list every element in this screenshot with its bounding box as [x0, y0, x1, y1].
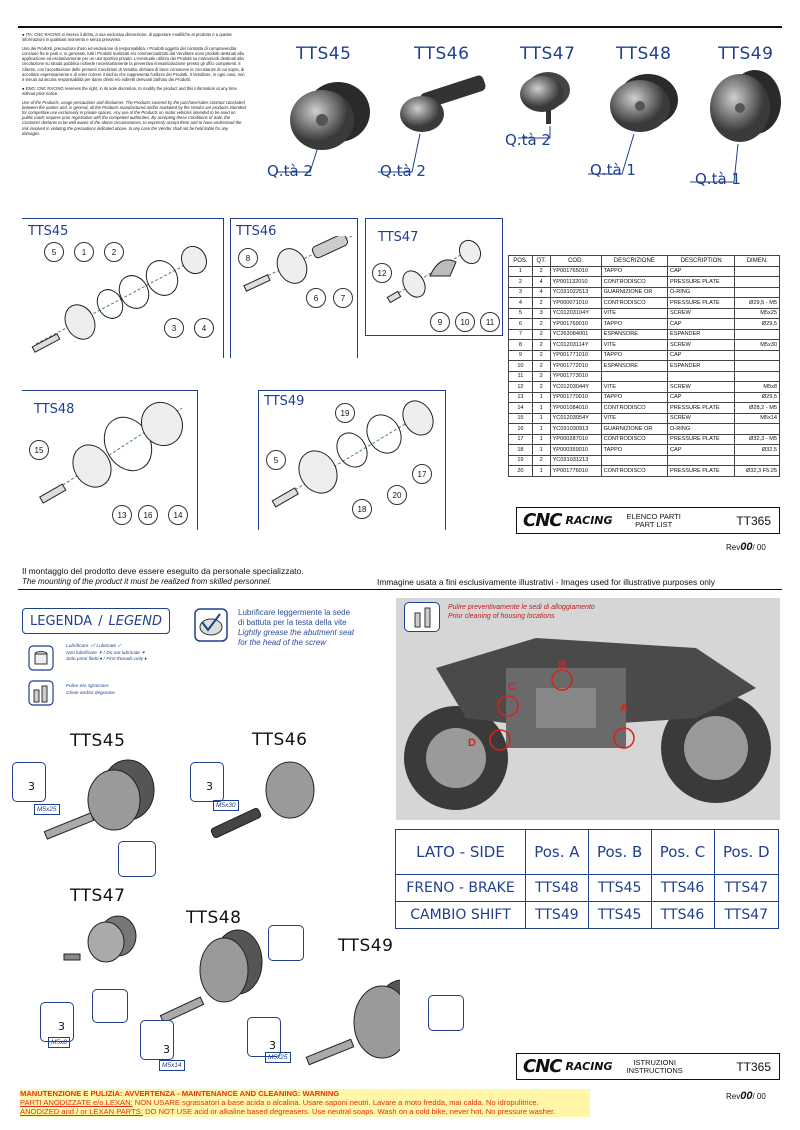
cell-dimen [735, 266, 780, 277]
cell-cod: YP001776010 [550, 466, 601, 477]
cell-descrizione: TAPPO [601, 350, 667, 361]
cell-dimen: Ø32,5 [735, 445, 780, 456]
qty-tts49: Q.tà 1 [695, 170, 741, 188]
product-title-tts46: TTS46 [414, 44, 470, 64]
parts-row [509, 466, 780, 477]
parts-row [509, 277, 780, 288]
product-title-tts45: TTS45 [296, 44, 352, 64]
cell-dimen: Ø28,2 - M5 [735, 403, 780, 414]
cell-pos: 10 [509, 361, 533, 372]
grease-seat-icon [194, 608, 228, 642]
cell-qt: 1 [532, 413, 550, 424]
cell-descrizione: ESPANSORE [601, 361, 667, 372]
cell-cod: YP001769010 [550, 319, 601, 330]
grease-en-1: Lightly grease the abutment seat [238, 628, 355, 637]
product-title-tts47: TTS47 [520, 44, 576, 64]
side-table-header [396, 830, 779, 875]
cell-cod: YC031022513 [550, 287, 601, 298]
cell-descrizione: ESPANSORE [601, 329, 667, 340]
maintenance-en-text: DO NOT USE acid or alkaline based degreasers. Use neutral soaps. Wash on a cold bike, never hot. No pressure washer. [142, 1107, 556, 1117]
parts-row [509, 371, 780, 382]
callout-tts47-10: 10 [455, 312, 475, 332]
tts49-photo [710, 70, 781, 142]
cell-dimen [735, 424, 780, 435]
grease-note [238, 608, 354, 648]
screw-size-tts45: M5x25 [34, 804, 60, 815]
callout-tts47-12: 12 [372, 263, 392, 283]
legend-title-box [22, 608, 170, 634]
cell-cod: YP001132010 [550, 277, 601, 288]
cell-pos: 12 [509, 382, 533, 393]
cell-qt: 1 [532, 424, 550, 435]
doc-title-bottom [627, 1059, 683, 1075]
disclaimer-it-head: ITA: CNC RACING si riserva il diritto, a sua esclusiva discrezione, di apportare modifiche al prodotto e a queste informazioni in qualsiasi momento e senza preavviso. [22, 32, 232, 43]
parts-row [509, 266, 780, 277]
cell-dimen [735, 329, 780, 340]
cell-pos: 15 [509, 413, 533, 424]
col-qt: QT. [532, 256, 550, 267]
cell-dimen: M5x25 [735, 308, 780, 319]
exploded-drawings-bottom [22, 400, 452, 525]
cell-qt: 3 [532, 308, 550, 319]
legend-title-en: LEGEND [108, 613, 163, 629]
cell-qt: 2 [532, 455, 550, 466]
cell-cod: YP001773010 [550, 371, 601, 382]
photo-note-en: Prior cleaning of housing locations [448, 612, 555, 620]
callout-tts48-13: 13 [112, 505, 132, 525]
side-header-label: LATO - SIDE [396, 830, 526, 875]
col-dimen: DIMEN. [735, 256, 780, 267]
cell-descrizione [601, 455, 667, 466]
rev-label-top: Rev [726, 543, 741, 552]
col-cod: COD. [550, 256, 601, 267]
cell-cod: YC031030913 [550, 424, 601, 435]
cell-descrizione: GUARNIZIONE OR [601, 287, 667, 298]
exploded-title-tts47: TTS47 [378, 230, 419, 245]
cell-cod: YP001084010 [550, 403, 601, 414]
doc-title-top-it: ELENCO PARTI [626, 511, 681, 521]
cell-descrizione: CONTRODISCO [601, 277, 667, 288]
callout-tts48-14: 14 [168, 505, 188, 525]
col-pos: POS. [509, 256, 533, 267]
grease-it-1: Lubrificare leggermente la sede [238, 608, 351, 617]
callout-tts49-20: 20 [387, 485, 407, 505]
cell-qt: 1 [532, 434, 550, 445]
clean-icon [28, 680, 54, 706]
callout-tts48-15: 15 [29, 440, 49, 460]
cell-qt: 1 [532, 392, 550, 403]
product-title-tts49: TTS49 [718, 44, 774, 64]
legend-lube-2: Non lubrificare ✦ / Do not lubricate ✦ [66, 650, 146, 656]
screw-size-tts47: M5x8 [48, 1037, 70, 1048]
hex-size-tts46: 3 [206, 780, 213, 793]
grease-check-icon-tts49 [428, 995, 464, 1031]
cell-qt: 4 [532, 287, 550, 298]
cell-pos: 1 [509, 266, 533, 277]
side-row-brake-d: TTS47 [714, 875, 779, 902]
cell-dimen: M5x8 [735, 382, 780, 393]
position-markers [396, 598, 780, 820]
hex-size-tts49: 3 [269, 1039, 276, 1052]
cell-pos: 6 [509, 319, 533, 330]
cell-description: PRESSURE PLATE [667, 298, 734, 309]
hex-size-tts47: 3 [58, 1020, 65, 1033]
qty-tts45: Q.tà 2 [267, 162, 313, 180]
parts-row [509, 403, 780, 414]
maintenance-it-text: NON USARE sgrassatori a base acida o alcalina. Usare saponi neutri. Lavare a moto fredda, mai calda. No idropulitrice. [132, 1098, 539, 1108]
cell-descrizione: VITE [601, 413, 667, 424]
side-table-row-shift [396, 902, 779, 929]
tts48-photo [610, 74, 678, 132]
parts-row [509, 434, 780, 445]
grease-en-2: for the head of the screw [238, 638, 327, 647]
brand-box-bottom [516, 1053, 780, 1080]
doc-code-top: TT365 [736, 513, 771, 528]
instr-title-tts49: TTS49 [338, 936, 394, 956]
cell-dimen [735, 361, 780, 372]
cell-cod: YP000071010 [550, 298, 601, 309]
exploded-drawings-top [22, 236, 507, 361]
cell-dimen: M5x14 [735, 413, 780, 424]
cell-qt: 1 [532, 403, 550, 414]
cell-dimen [735, 277, 780, 288]
doc-title-bottom-en: INSTRUCTIONS [626, 1065, 683, 1075]
screw-size-tts48: M5x14 [159, 1060, 185, 1071]
grease-check-icon-tts45 [118, 841, 156, 877]
callout-tts45-5: 5 [44, 242, 64, 262]
exploded-title-tts45: TTS45 [28, 224, 69, 239]
cell-qt: 2 [532, 298, 550, 309]
cell-pos: 18 [509, 445, 533, 456]
cell-dimen: Ø29,5 [735, 319, 780, 330]
cell-cod: YP001772010 [550, 361, 601, 372]
mount-note-it: Il montaggio del prodotto deve essere eseguito da personale specializzato. [22, 566, 304, 576]
revision-bottom [726, 1090, 766, 1102]
cell-dimen [735, 350, 780, 361]
cell-description: PRESSURE PLATE [667, 466, 734, 477]
doc-title-bottom-it: ISTRUZIONI [633, 1057, 676, 1067]
cell-pos: 5 [509, 308, 533, 319]
cell-cod: YC031031213 [550, 455, 601, 466]
cell-cod: YC01203104Y [550, 308, 601, 319]
top-rule [18, 26, 782, 28]
illustrative-note: Immagine usata a fini esclusivamente illustrativi - Images used for illustrative purposes only [377, 577, 715, 587]
hex-size-tts45: 3 [28, 780, 35, 793]
col-descrizione: DESCRIZIONE [601, 256, 667, 267]
cell-qt: 2 [532, 329, 550, 340]
side-table-row-brake [396, 875, 779, 902]
cell-pos: 2 [509, 277, 533, 288]
cell-cod: YP000359010 [550, 445, 601, 456]
cell-description: SCREW [667, 413, 734, 424]
cell-dimen: Ø32,3 - M5 [735, 434, 780, 445]
parts-row [509, 308, 780, 319]
cell-descrizione: CONTRODISCO [601, 298, 667, 309]
side-row-shift-a: TTS49 [526, 902, 589, 929]
instr-title-tts48: TTS48 [186, 908, 242, 928]
callout-tts46-8: 8 [238, 248, 258, 268]
cell-pos: 9 [509, 350, 533, 361]
cnc-logo-bottom: CNC [523, 1056, 562, 1077]
revision-top [726, 541, 766, 553]
legend-title-sep: / [98, 613, 103, 629]
cell-description: SCREW [667, 340, 734, 351]
side-header-pos-c: Pos. C [651, 830, 714, 875]
cell-description: PRESSURE PLATE [667, 434, 734, 445]
cell-description: CAP [667, 266, 734, 277]
cell-description: CAP [667, 445, 734, 456]
legend-clean-lines [66, 684, 115, 697]
callout-tts45-4: 4 [194, 318, 214, 338]
cell-pos: 4 [509, 298, 533, 309]
legend-lube-3: Solo primi filetti ♦ / First threads only ♦ [66, 657, 147, 662]
lube-icon [28, 645, 54, 671]
parts-row [509, 445, 780, 456]
side-header-pos-a: Pos. A [526, 830, 589, 875]
cell-description: PRESSURE PLATE [667, 403, 734, 414]
parts-row [509, 413, 780, 424]
cell-descrizione: TAPPO [601, 392, 667, 403]
cell-description: SCREW [667, 382, 734, 393]
legend-clean-1: Pulire e/o sgrassare [66, 684, 109, 689]
parts-row [509, 298, 780, 309]
side-header-pos-d: Pos. D [714, 830, 779, 875]
parts-row [509, 329, 780, 340]
callout-tts46-6: 6 [306, 288, 326, 308]
cell-cod: YC263084001 [550, 329, 601, 340]
cell-qt: 1 [532, 445, 550, 456]
maintenance-warning [20, 1089, 590, 1117]
photo-note-it: Pulire preventivamente le sedi di alloggiamento [448, 604, 595, 611]
grease-check-icon-tts48 [268, 925, 304, 961]
cell-qt: 2 [532, 266, 550, 277]
cell-descrizione: TAPPO [601, 266, 667, 277]
instr-title-tts47: TTS47 [70, 886, 126, 906]
cell-cod: YC01203114Y [550, 340, 601, 351]
cell-cod: YP001770010 [550, 392, 601, 403]
cell-descrizione: VITE [601, 340, 667, 351]
side-row-shift-label: CAMBIO SHIFT [396, 902, 526, 929]
legend-title-it: LEGENDA [29, 613, 93, 629]
screw-size-tts49: M5x25 [265, 1052, 291, 1063]
callout-tts46-7: 7 [333, 288, 353, 308]
cell-description: SCREW [667, 308, 734, 319]
rev-number-top: 00 [740, 541, 753, 553]
cell-descrizione [601, 371, 667, 382]
rev-tail-bottom: / 00 [752, 1092, 766, 1101]
side-row-shift-d: TTS47 [714, 902, 779, 929]
marker-c: C [508, 681, 516, 693]
exploded-title-tts49: TTS49 [264, 394, 305, 409]
rev-label-bottom: Rev [726, 1092, 741, 1101]
marker-b: B [558, 659, 566, 671]
tts45-photo [290, 82, 370, 150]
parts-row [509, 361, 780, 372]
hex-key-icon-tts45 [12, 762, 46, 802]
side-row-brake-a: TTS48 [526, 875, 589, 902]
exploded-title-tts48: TTS48 [34, 402, 75, 417]
cell-cod: YP001771010 [550, 350, 601, 361]
cell-pos: 20 [509, 466, 533, 477]
parts-row [509, 392, 780, 403]
cell-description: CAP [667, 350, 734, 361]
cell-qt: 1 [532, 466, 550, 477]
cell-description: O-RING [667, 287, 734, 298]
legend-clean-2: Clean and/or degrease [66, 690, 115, 696]
callout-tts47-11: 11 [480, 312, 500, 332]
parts-row [509, 455, 780, 466]
maintenance-it-label: PARTI ANODIZZATE e/o LEXAN: [20, 1098, 133, 1108]
screw-size-tts46: M5x30 [213, 800, 239, 811]
cell-descrizione: VITE [601, 308, 667, 319]
cell-descrizione: VITE [601, 382, 667, 393]
marker-d: D [468, 737, 476, 749]
mount-note-en: The mounting of the product it must be realized from skilled personnel. [22, 577, 272, 586]
cell-pos: 13 [509, 392, 533, 403]
disclaimer-it-body: Uso dei Prodotti, precauzioni d'uso ed esclusione di responsabilità. I Prodotti oggetto del contratto di compravendita concluso fra le parti e, in generale, tutti i Prodotti realizzati e/o commercializzati dal Venditore sono prodotti destinati alla applicazione ed esclusivamente per un uso sportivo privato. L'eventuale utilizzo dei Prodotti su motoveicoli destinati alla circolazione su strada pubblica richiede necessariamente la preventiva immatricolazione presso gli uffici competenti. Il Cliente, con l'accettazione delle presenti Condizioni di Vendita, dichiara di bene conoscere le circostanze di cui sopra, di accettare espressamente e di voler correre il rischio che rappresenta l'utilizzo dei Prodotti. Il Venditore, in ogni caso, non è tenuto ad alcuna responsabilità per danni diretti e/o indiretti derivanti dall'uso dei Prodotti. [22, 46, 245, 82]
cell-description [667, 455, 734, 466]
cell-cod: YC01203044Y [550, 382, 601, 393]
cell-cod: YC01203054Y [550, 413, 601, 424]
cell-pos: 8 [509, 340, 533, 351]
parts-row [509, 287, 780, 298]
cell-pos: 11 [509, 371, 533, 382]
callout-tts45-1: 1 [74, 242, 94, 262]
mount-rule [18, 589, 782, 590]
cell-descrizione: GUARNIZIONE OR [601, 424, 667, 435]
cell-descrizione: TAPPO [601, 319, 667, 330]
cell-description: PRESSURE PLATE [667, 277, 734, 288]
cell-description: ESPANDER [667, 329, 734, 340]
rev-tail-top: / 00 [752, 543, 766, 552]
instr-title-tts46: TTS46 [252, 730, 308, 750]
cnc-logo-top: CNC [523, 510, 562, 531]
instr-title-tts45: TTS45 [70, 731, 126, 751]
parts-row [509, 424, 780, 435]
cell-pos: 16 [509, 424, 533, 435]
side-row-brake-label: FRENO - BRAKE [396, 875, 526, 902]
rev-number-bottom: 00 [740, 1090, 753, 1102]
side-row-brake-c: TTS46 [651, 875, 714, 902]
cell-cod: YP001765010 [550, 266, 601, 277]
parts-row [509, 340, 780, 351]
callout-tts48-16: 16 [138, 505, 158, 525]
cell-dimen: Ø29,5 - M5 [735, 298, 780, 309]
racing-logo-bottom: RACING [565, 1060, 613, 1073]
callout-tts49-17: 17 [412, 464, 432, 484]
legend-lube-lines [66, 644, 147, 664]
maintenance-en-label: ANODIZED and / or LEXAN PARTS: [20, 1107, 143, 1117]
callout-tts47-9: 9 [430, 312, 450, 332]
cell-dimen: Ø29,5 [735, 392, 780, 403]
cell-cod: YP000287010 [550, 434, 601, 445]
cell-dimen [735, 371, 780, 382]
grease-check-icon-tts47 [92, 989, 128, 1023]
side-header-pos-b: Pos. B [588, 830, 651, 875]
cell-descrizione: CONTRODISCO [601, 466, 667, 477]
hex-key-icon-tts48 [140, 1020, 174, 1060]
side-position-table [395, 829, 779, 929]
cell-qt: 4 [532, 277, 550, 288]
cell-dimen [735, 455, 780, 466]
cell-descrizione: CONTRODISCO [601, 434, 667, 445]
cell-pos: 7 [509, 329, 533, 340]
col-description: DESCRIPTION [667, 256, 734, 267]
callout-tts45-3: 3 [164, 318, 184, 338]
legend-lube-1: Lubrificare ✓/ Lubricate ✓ [66, 644, 122, 649]
cell-dimen: Ø32,3 F5.25 [735, 466, 780, 477]
cell-description: CAP [667, 392, 734, 403]
cell-description: ESPANDER [667, 361, 734, 372]
doc-code-bottom: TT365 [736, 1059, 771, 1074]
hex-key-icon-tts46 [190, 762, 224, 802]
cell-pos: 3 [509, 287, 533, 298]
callout-tts49-19: 19 [335, 403, 355, 423]
grease-it-2: di battuta per la testa della vite [238, 618, 347, 627]
parts-row [509, 350, 780, 361]
doc-title-top-en: PART LIST [635, 519, 673, 529]
cell-descrizione: CONTRODISCO [601, 403, 667, 414]
callout-tts49-18: 18 [352, 499, 372, 519]
cell-qt: 2 [532, 350, 550, 361]
cell-qt: 2 [532, 340, 550, 351]
cell-pos: 19 [509, 455, 533, 466]
parts-row [509, 319, 780, 330]
parts-table [508, 255, 780, 477]
cell-qt: 2 [532, 361, 550, 372]
cell-pos: 14 [509, 403, 533, 414]
cell-descrizione: TAPPO [601, 445, 667, 456]
cell-qt: 2 [532, 319, 550, 330]
disclaimer-en-body: Use of the Products, usage precautions and disclaimer. The Products covered by the purchase/sales contract concluded between the parties and, in general, all the Products manufactured and/or marketed by the Vendor are products intended for competitive use exclusively in private spaces. Any use of the Products on motor vehicles intended to be used on public roads requires prior registration with the competent authorities. By accepting these Conditions of Sale, the Customer declares to be well aware of the above circumstances, to expressly accept them and to have understood the risk involved in violating the precautions indicated above. In any case the Vendor shall not be held liable for any damages. [22, 100, 246, 136]
marker-a: A [620, 702, 628, 714]
racing-logo-top: RACING [565, 514, 613, 527]
side-row-shift-b: TTS45 [588, 902, 651, 929]
side-row-shift-c: TTS46 [651, 902, 714, 929]
brand-box-top [516, 507, 780, 534]
parts-table-header [509, 256, 780, 267]
cell-description [667, 371, 734, 382]
parts-row [509, 382, 780, 393]
cell-description: O-RING [667, 424, 734, 435]
cell-description: CAP [667, 319, 734, 330]
callout-tts45-2: 2 [104, 242, 124, 262]
doc-title-top [627, 513, 681, 529]
hex-size-tts48: 3 [163, 1043, 170, 1056]
qty-tts46: Q.tà 2 [380, 162, 426, 180]
disclaimer-block: ● ITA: CNC RACING si riserva il diritto, a sua esclusiva discrezione, di apportare modifiche al prodotto e a queste informazioni in qualsiasi momento e senza preavviso. Uso dei Prodotti, precauzioni d'uso ed esclusione di responsabilità. I Prodotti oggetto del contratto di compravendita concluso fra le parti e, in generale, tutti i Prodotti realizzati e/o commercializzati dal Venditore sono prodotti destinati alla applicazione ed esclusivamente per un uso sportivo privato. L'eventuale utilizzo dei Prodotti su motoveicoli destinati alla circolazione su strada pubblica richiede necessariamente la preventiva immatricolazione presso gli uffici competenti. Il Cliente, con l'accettazione delle presenti Condizioni di Vendita, dichiara di bene conoscere le circostanze di cui sopra, di accettare espressamente e di voler correre il rischio che rappresenta l'utilizzo dei Prodotti. Il Venditore, in ogni caso, non è tenuto ad alcuna responsabilità per danni diretti e/o indiretti derivanti dall'uso dei Prodotti. ● ENG: CNC RACING reserves the right, in its sole discretion, to modify the product and this information at any time without prior notice. Use of the Products, usage precautions and disclaimer. The Products covered by the purchase/sales contract concluded between the parties and, in general, all the Products manufactured and/or marketed by the Vendor are products intended for competitive use exclusively in private spaces. Any use of the Products on motor vehicles intended to be used on public roads requires prior registration with the competent authorities. By accepting these Conditions of Sale, the Customer declares to be well aware of the above circumstances, to expressly accept them and to have understood the risk involved in violating the precautions indicated above. In any case the Vendor shall not be held liable for any damages. [22, 32, 246, 136]
hex-key-icon-tts47 [40, 1002, 74, 1042]
cell-dimen [735, 287, 780, 298]
disclaimer-en-head: ENG: CNC RACING reserves the right, in its sole discretion, to modify the product and this information at any time without prior notice. [22, 85, 237, 96]
cell-pos: 17 [509, 434, 533, 445]
tts46-photo [400, 74, 487, 132]
qty-tts48: Q.tà 1 [590, 161, 636, 179]
maintenance-title: MANUTENZIONE E PULIZIA: AVVERTENZA - MAINTENANCE AND CLEANING: WARNING [20, 1089, 340, 1098]
callout-tts49-5: 5 [266, 450, 286, 470]
cell-qt: 2 [532, 382, 550, 393]
side-row-brake-b: TTS45 [588, 875, 651, 902]
cell-dimen: M5x30 [735, 340, 780, 351]
product-title-tts48: TTS48 [616, 44, 672, 64]
hex-key-icon-tts49 [247, 1017, 281, 1057]
exploded-title-tts46: TTS46 [236, 224, 277, 239]
qty-tts47: Q.tà 2 [505, 131, 551, 149]
tts47-photo [520, 72, 570, 124]
cell-qt: 2 [532, 371, 550, 382]
